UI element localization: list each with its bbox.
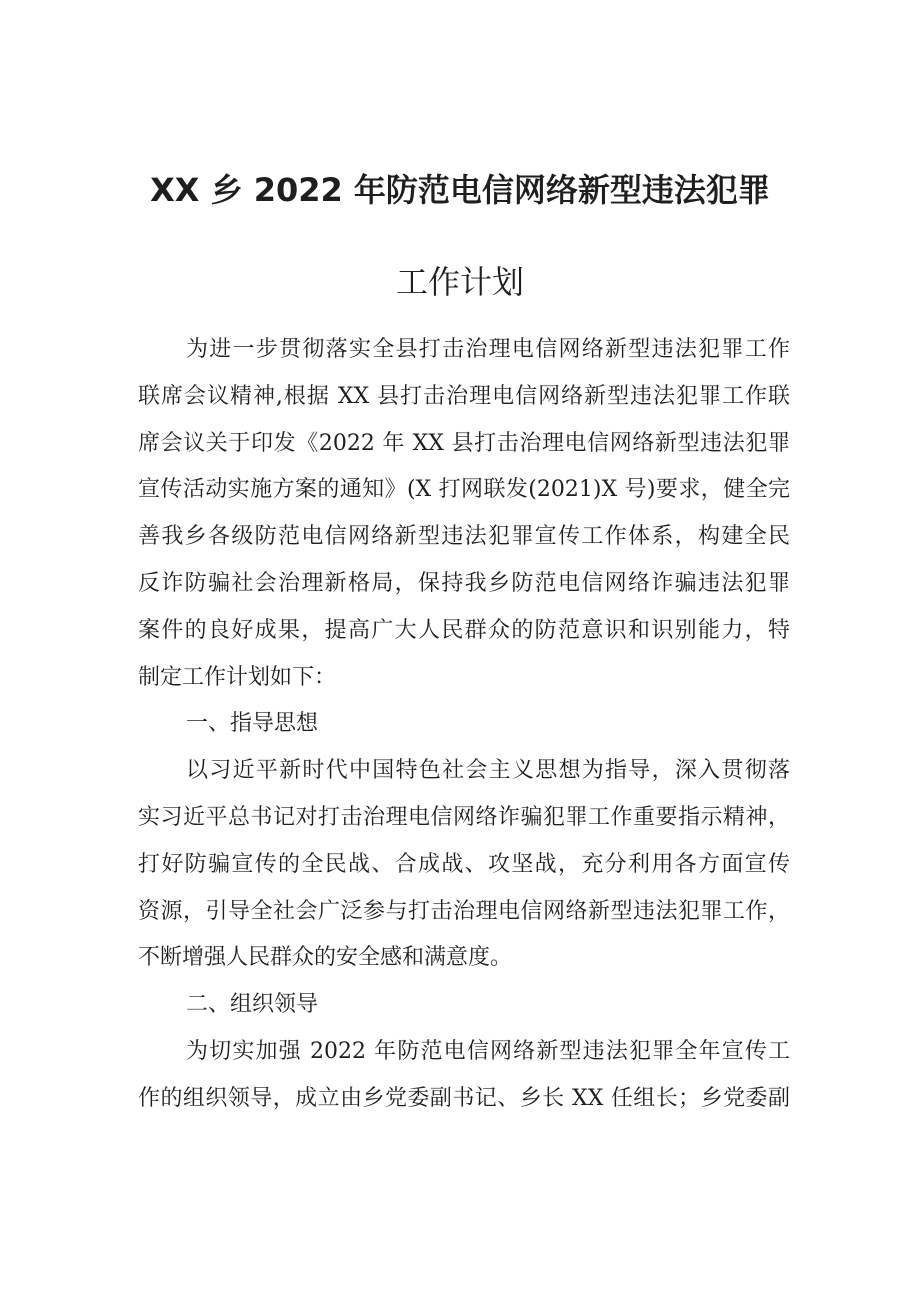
paragraph-line: 实习近平总书记对打击治理电信网络诈骗犯罪工作重要指示精神，: [138, 804, 790, 830]
paragraph-line: 以习近平新时代中国特色社会主义思想为指导，深入贯彻落: [186, 758, 790, 784]
paragraph-line: 宣传活动实施方案的通知》(X 打网联发(2021)X 号)要求，健全完: [138, 477, 790, 503]
paragraph-line: 资源，引导全社会广泛参与打击治理电信网络新型违法犯罪工作，: [138, 898, 790, 924]
paragraph-line: 席会议关于印发《2022 年 XX 县打击治理电信网络新型违法犯罪: [138, 430, 790, 456]
paragraph-line: 为进一步贯彻落实全县打击治理电信网络新型违法犯罪工作: [186, 337, 790, 362]
document-body: [138, 327, 790, 1123]
document-title-line-1: XX 乡 2022 年防范电信网络新型违法犯罪: [150, 171, 770, 209]
paragraph-line: 案件的良好成果，提高广大人民群众的防范意识和识别能力，特: [138, 617, 790, 643]
section-heading-organization: 二、组织领导: [186, 992, 319, 1018]
paragraph-line: 作的组织领导，成立由乡党委副书记、乡长 XX 任组长；乡党委副: [138, 1085, 790, 1111]
paragraph-line: 善我乡各级防范电信网络新型违法犯罪宣传工作体系，构建全民: [138, 524, 790, 550]
document-title-line-2: 工作计划: [395, 263, 524, 301]
paragraph-line: 打好防骗宣传的全民战、合成战、攻坚战，充分利用各方面宣传: [138, 851, 790, 877]
paragraph-line: 为切实加强 2022 年防范电信网络新型违法犯罪全年宣传工: [186, 1038, 790, 1064]
paragraph-line: 反诈防骗社会治理新格局，保持我乡防范电信网络诈骗违法犯罪: [138, 570, 790, 596]
paragraph-line: 不断增强人民群众的安全感和满意度。: [138, 945, 513, 971]
paragraph-line: 制定工作计划如下：: [138, 664, 337, 690]
section-heading-guiding-thought: 一、指导思想: [186, 711, 319, 737]
paragraph-line: 联席会议精神,根据 XX 县打击治理电信网络新型违法犯罪工作联: [138, 383, 790, 409]
